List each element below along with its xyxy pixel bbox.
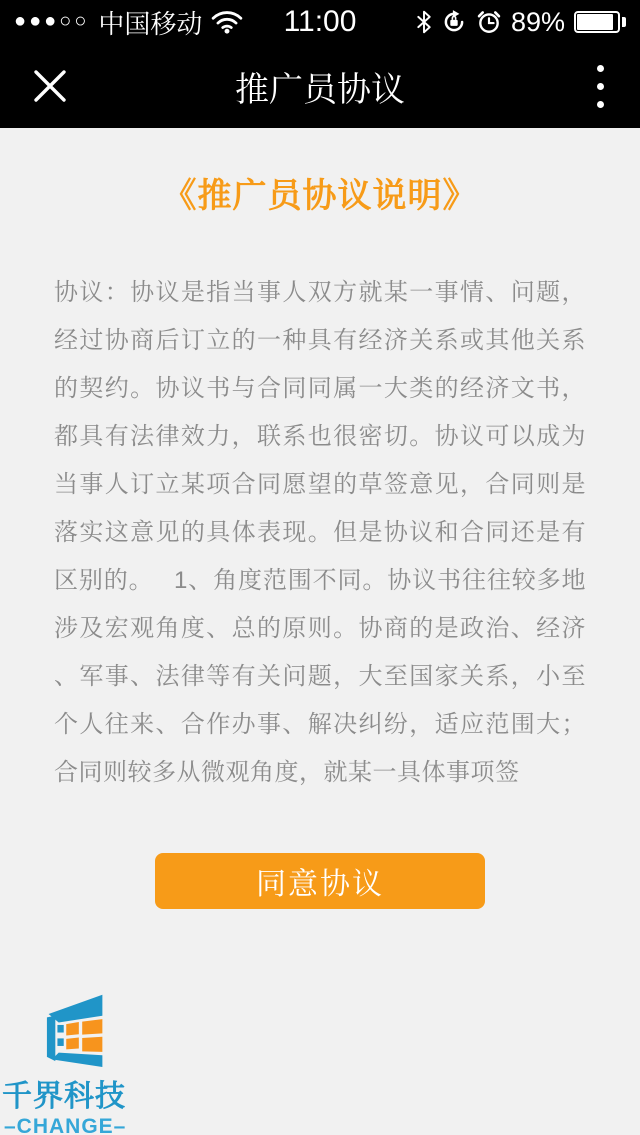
kebab-dot (597, 101, 604, 108)
rotation-lock-icon (441, 9, 467, 35)
alarm-clock-icon (476, 9, 502, 35)
brand-line-label: –CHANGE– (4, 1115, 127, 1135)
status-bar-left (14, 4, 243, 41)
agreement-body-text: 协议：协议是指当事人双方就某一事情、问题，经过协商后订立的一种具有经济关系或其他关系的契约。协议书与合同同属一大类的经济文书，都具有法律效力，联系也很密切。协议可以成为当事人订立某项合同愿望的草签意见，合同则是落实这意见的具体表现。但是协议和合同还是有区别的。 1、角度范围不同。协议书往往较多地涉及宏观角度、总的原则。协商的是政治、经济、军事、法律等有关问题，大至国家关系，小至个人往来、合作办事、解决纠纷，适应范围大；合同则较多从微观角度，就某一具体事项签 (54, 279, 586, 786)
agreement-heading: 《推广员协议说明》 (162, 177, 478, 215)
agreement-page (0, 128, 640, 1135)
battery-fill (577, 14, 613, 30)
battery-percent-label: 89% (510, 6, 565, 37)
page-title: 推广员协议 (235, 70, 405, 109)
company-name-label: 千界科技 (2, 1080, 126, 1113)
nav-bar (0, 44, 640, 128)
company-logo (0, 991, 140, 1135)
close-button[interactable] (20, 56, 80, 116)
kebab-dot (597, 65, 604, 72)
carrier-label: 中国移动 (98, 8, 203, 39)
wifi-icon (211, 10, 243, 34)
kebab-dot (597, 83, 604, 90)
status-bar-right (416, 7, 626, 38)
close-icon (30, 66, 70, 106)
clock-time: 11:00 (283, 5, 357, 38)
agree-button[interactable]: 同意协议 (155, 853, 485, 909)
bluetooth-icon (416, 10, 432, 34)
perspective-window-logo-icon (36, 991, 120, 1069)
more-menu-button[interactable] (580, 56, 620, 116)
signal-strength-icon: ●●●○○ (14, 10, 90, 32)
battery-icon (574, 11, 626, 33)
status-bar (0, 0, 640, 44)
